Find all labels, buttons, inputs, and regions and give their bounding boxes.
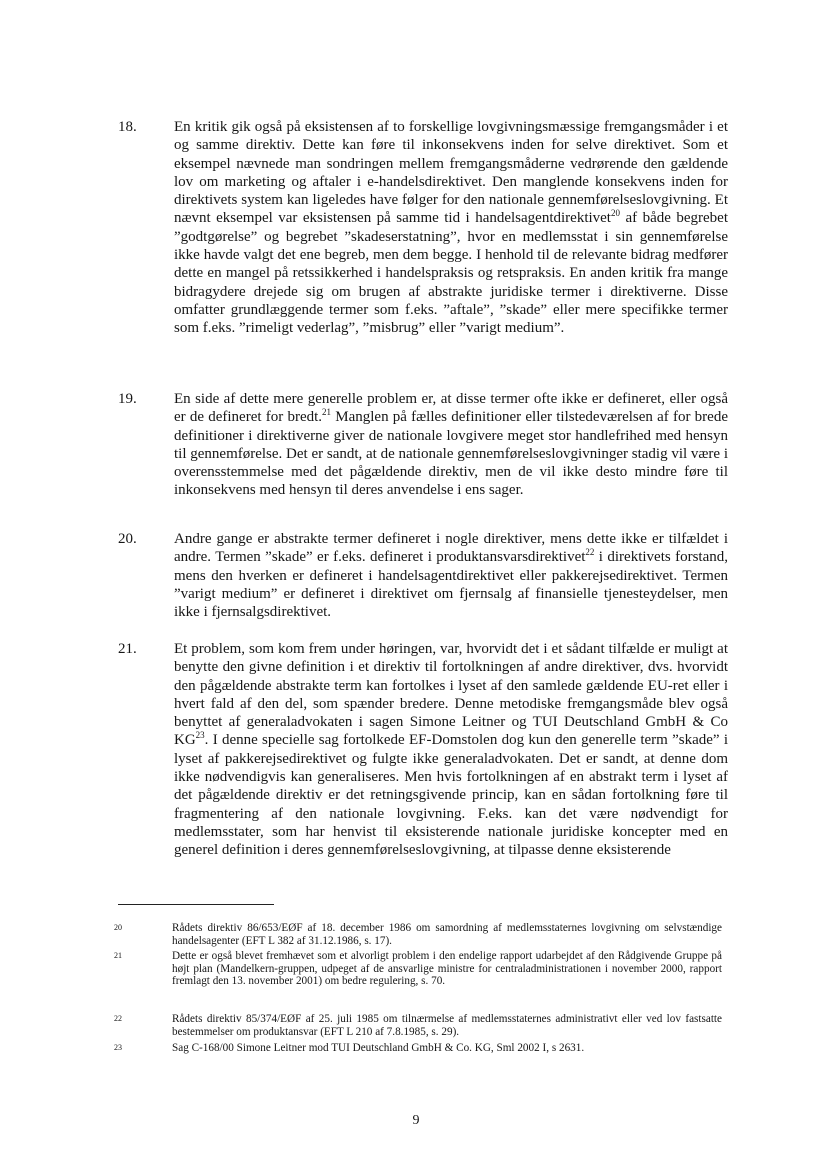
paragraph-number: 21. (118, 641, 137, 657)
paragraph-text (174, 640, 728, 860)
paragraph-21 (118, 640, 728, 860)
footnote-ref: 22 (585, 547, 595, 558)
paragraph-number: 20. (118, 531, 137, 547)
text-segment: Andre gange er abstrakte termer defineret i nogle direktiver, mens dette ikke er tilfældet i andre. Termen ”skade” er f.eks. defineret i produktansvarsdirektivet (174, 531, 728, 566)
footnote-ref: 21 (322, 407, 332, 418)
footnote-text: Dette er også blevet fremhævet som et alvorligt problem i den endelige rapport udarbejdet af den Rådgivende Gruppe på højt plan (Mandelkern-gruppen, udpeget af de ansvarlige ministre for centraladministrationen i november 2000, rapport fremlagt den 13. november 2001) om bedre regulering, s. 70. (172, 950, 722, 988)
paragraph-text (174, 530, 728, 621)
footnote-separator (118, 904, 274, 905)
text-segment: . I denne specielle sag fortolkede EF-Domstolen dog kun den generelle term ”skade” i lyset af pakkerejsedirektivet og fulgte ikke generaladvokaten. Det er sandt, at denne dom ikke nødvendigvis kan generaliseres. Men hvis fortolkningen af en abstrakt term i lyset af det pågældende direktiv er det retningsgivende princip, kan en sådan fortolkning føre til fragmentering af den nationale lovgivning. F.eks. kan det være nødvendigt for medlemsstater, som har henvist til eksisterende nationale juridiske koncepter med en generel definition i deres gennemførelseslovgivning, at tilpasse denne eksisterende (174, 732, 728, 859)
text-segment: Manglen på fælles definitioner eller tilstedeværelsen af for brede definitioner i direktiverne giver de nationale lovgivere meget stor handlefrihed med hensyn til gennemførelse. Det er sandt, at de nationale gennemførelseslovgivninger stadig vil være i overensstemmelse med det pågældende direktiv, men de vil ikke desto mindre føre til inkonsekvens med hensyn til deres anvendelse i ens sager. (174, 409, 729, 499)
paragraph-text (174, 118, 728, 338)
text-segment: i direktivets forstand, mens den hverken er defineret i handelsagentdirektivet eller pakkerejsedirektivet. Termen ”varigt medium” er defineret i direktivet om fjernsalg af finansielle tjenesteydelser, men ikke i fjernsalgsdirektivet. (174, 549, 728, 621)
text-segment: En side af dette mere generelle problem er, at disse termer ofte ikke er defineret, eller også er de defineret for bredt. (174, 391, 728, 426)
footnote-number: 22 (114, 1014, 122, 1023)
footnote-number: 21 (114, 951, 122, 960)
footnote-23 (114, 1042, 722, 1055)
footnote-22 (114, 1013, 722, 1038)
text-segment: En kritik gik også på eksistensen af to forskellige lovgivningsmæssige fremgangsmåder i et og samme direktiv. Dette kan føre til inkonsekvens inden for selve direktivet. Som et eksempel nævnede man sondringen mellem fremgangsmåderne vedrørende den gældende lov om marketing og aftaler i e-handelsdirektivet. Den manglende konsekvens inden for direktivets system kan ligeledes have følger for den nationale gennemførelseslovgivning. Et nævnt eksempel var eksistensen på samme tid i handelsagentdirektivet (174, 119, 728, 227)
footnote-text: Rådets direktiv 85/374/EØF af 25. juli 1985 om tilnærmelse af medlemsstaternes administrativt eller ved lov fastsatte bestemmelser om produktansvar (EFT L 210 af 7.8.1985, s. 29). (172, 1013, 722, 1038)
text-segment: Et problem, som kom frem under høringen, var, hvorvidt det i et sådant tilfælde er muligt at benytte den givne definition i et direktiv til fortolkningen af andre direktiver, dvs. hvorvidt den pågældende abstrakte term kan fortolkes i lyset af den samlede gældende EU-ret eller i hvert fald af den del, som spænder bredere. Denne metodiske fremgangsmåde blev også benyttet af generaladvokaten i sagen Simone Leitner og TUI Deutschland GmbH & Co KG (174, 641, 728, 749)
footnote-number: 23 (114, 1043, 122, 1052)
paragraph-18 (118, 118, 728, 338)
footnote-20 (114, 922, 722, 947)
paragraph-number: 19. (118, 391, 137, 407)
footnote-text: Sag C-168/00 Simone Leitner mod TUI Deutschland GmbH & Co. KG, Sml 2002 I, s 2631. (172, 1042, 585, 1054)
footnote-text: Rådets direktiv 86/653/EØF af 18. december 1986 om samordning af medlemsstaternes lovgivning om selvstændige handelsagenter (EFT L 382 af 31.12.1986, s. 17). (172, 922, 722, 947)
page-number: 9 (412, 1113, 420, 1128)
footnote-ref: 20 (610, 208, 620, 219)
paragraph-20 (118, 530, 728, 621)
footnote-21 (114, 950, 722, 988)
paragraph-19 (118, 390, 728, 500)
text-segment: af både begrebet ”godtgørelse” og begrebet ”skadeserstatning”, hvor en medlemsstat i sin gennemførelse ikke havde valgt det ene begreb, men dem begge. I henhold til de relevante bidrag medfører dette en mangel på retssikkerhed i handelspraksis og retspraksis. En anden kritik fra mange bidragydere drejede sig om brugen af abstrakte juridiske termer i direktiverne. Disse omfatter grundlæggende termer som f.eks. ”aftale”, ”skade” eller mere specifikke termer som f.eks. ”rimeligt vederlag”, ”misbrug” eller ”varigt medium”. (174, 210, 728, 337)
paragraph-text (174, 390, 728, 500)
footnote-ref: 23 (195, 730, 205, 741)
footnote-number: 20 (114, 923, 122, 932)
paragraph-number: 18. (118, 119, 137, 135)
